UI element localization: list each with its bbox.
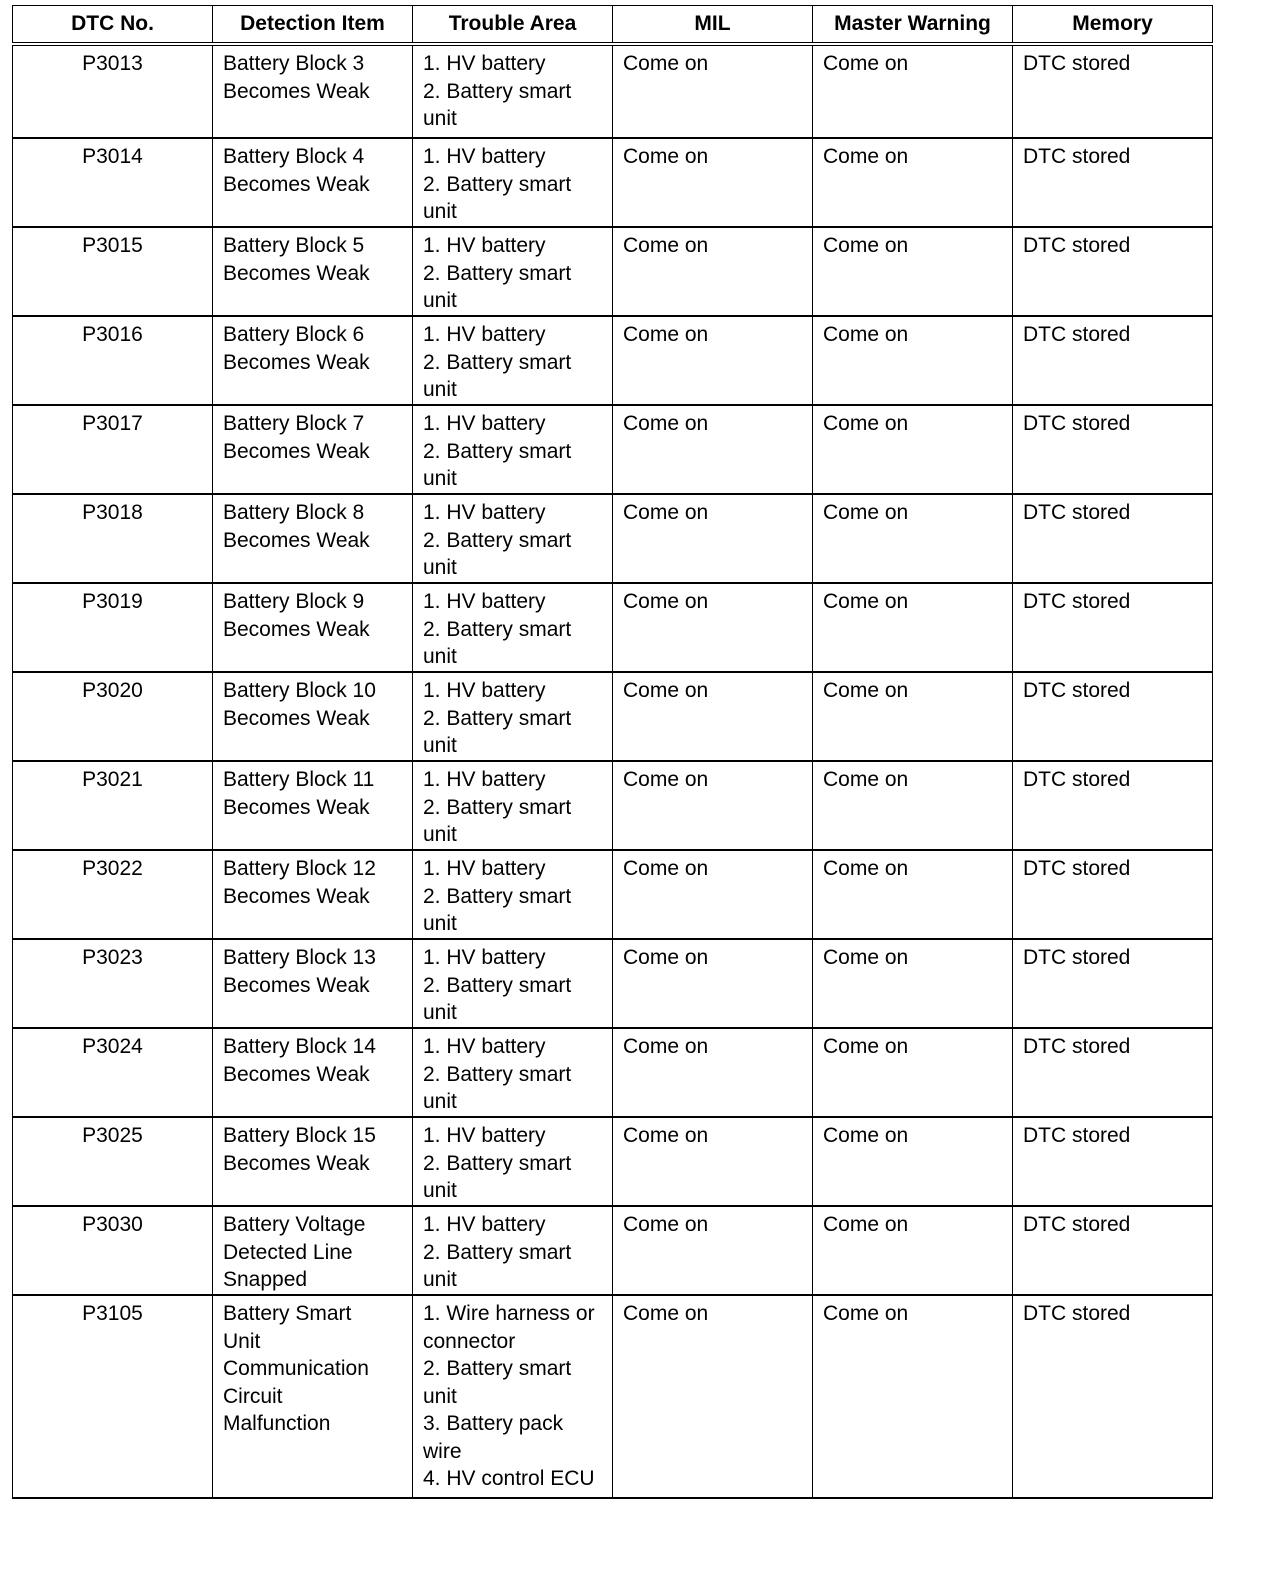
master-warning-cell — [813, 761, 1013, 850]
trouble-area-cell — [413, 227, 613, 316]
memory-value: DTC stored — [1023, 590, 1131, 613]
trouble-area-cell — [413, 44, 613, 138]
mil-value: Come on — [623, 234, 709, 257]
memory-value: DTC stored — [1023, 1302, 1131, 1325]
master-warning-cell — [813, 939, 1013, 1028]
detection-item-line: Becomes Weak — [223, 261, 370, 285]
trouble-area-line: unit — [423, 200, 457, 223]
mil-value: Come on — [623, 857, 709, 880]
table-row — [13, 1295, 1213, 1498]
detection-item-line: Becomes Weak — [223, 617, 370, 641]
detection-item-line: Malfunction — [223, 1412, 331, 1435]
master-warning-value: Come on — [823, 1035, 909, 1058]
trouble-area-cell — [413, 138, 613, 227]
memory-value: DTC stored — [1023, 946, 1131, 969]
detection-item-line: Becomes Weak — [223, 172, 370, 196]
mil-value: Come on — [623, 590, 709, 613]
mil-cell — [613, 939, 813, 1028]
detection-item-line: Battery Block 9 — [223, 590, 365, 613]
detection-item-line: Battery Block 8 — [223, 501, 365, 524]
dtc-code: P3020 — [82, 679, 143, 702]
trouble-area-line: 2. Battery smart — [423, 261, 572, 285]
detection-item-cell — [213, 1028, 413, 1117]
memory-value: DTC stored — [1023, 52, 1131, 75]
trouble-area-cell — [413, 316, 613, 405]
mil-value: Come on — [623, 323, 709, 346]
table-row — [13, 1028, 1213, 1117]
trouble-area-line: 2. Battery smart — [423, 1357, 572, 1380]
trouble-area-line: connector — [423, 1329, 516, 1353]
detection-item-line: Becomes Weak — [223, 79, 370, 103]
trouble-area-line: 1. HV battery — [423, 590, 546, 613]
trouble-area-line: 4. HV control ECU — [423, 1467, 595, 1490]
dtc-code: P3030 — [82, 1213, 143, 1236]
detection-item-line: Becomes Weak — [223, 439, 370, 463]
trouble-area-line: 2. Battery smart — [423, 706, 572, 730]
memory-value: DTC stored — [1023, 1124, 1131, 1147]
trouble-area-line: 1. HV battery — [423, 501, 546, 524]
dtc-code-cell — [13, 316, 213, 405]
master-warning-value: Come on — [823, 501, 909, 524]
memory-cell — [1013, 761, 1213, 850]
detection-item-line: Becomes Weak — [223, 884, 370, 908]
dtc-table — [12, 5, 1213, 1499]
trouble-area-line: 2. Battery smart — [423, 528, 572, 552]
header-memory: Memory — [1013, 6, 1213, 45]
trouble-area-line: 1. HV battery — [423, 145, 546, 168]
table-row — [13, 44, 1213, 138]
mil-cell — [613, 1206, 813, 1295]
trouble-area-line: 1. HV battery — [423, 52, 546, 75]
mil-cell — [613, 1028, 813, 1117]
detection-item-cell — [213, 672, 413, 761]
memory-cell — [1013, 1206, 1213, 1295]
dtc-code: P3013 — [82, 52, 143, 75]
table-row — [13, 405, 1213, 494]
trouble-area-line: unit — [423, 289, 457, 312]
master-warning-cell — [813, 494, 1013, 583]
master-warning-cell — [813, 1295, 1013, 1498]
memory-value: DTC stored — [1023, 323, 1131, 346]
detection-item-line: Circuit — [223, 1384, 283, 1408]
trouble-area-line: 2. Battery smart — [423, 172, 572, 196]
trouble-area-line: 2. Battery smart — [423, 1151, 572, 1175]
dtc-code-cell — [13, 405, 213, 494]
table-row — [13, 850, 1213, 939]
memory-cell — [1013, 1295, 1213, 1498]
master-warning-value: Come on — [823, 1302, 909, 1325]
mil-value: Come on — [623, 1035, 709, 1058]
trouble-area-line: unit — [423, 1268, 457, 1291]
trouble-area-cell — [413, 494, 613, 583]
table-body — [13, 44, 1213, 1498]
mil-value: Come on — [623, 52, 709, 75]
table-row — [13, 761, 1213, 850]
detection-item-line: Battery Block 15 — [223, 1124, 376, 1147]
master-warning-value: Come on — [823, 234, 909, 257]
trouble-area-line: 1. HV battery — [423, 234, 546, 257]
detection-item-line: Becomes Weak — [223, 1062, 370, 1086]
memory-value: DTC stored — [1023, 768, 1131, 791]
trouble-area-line: 1. HV battery — [423, 946, 546, 969]
mil-cell — [613, 761, 813, 850]
master-warning-cell — [813, 672, 1013, 761]
mil-value: Come on — [623, 679, 709, 702]
detection-item-line: Battery Block 10 — [223, 679, 376, 702]
trouble-area-cell — [413, 1028, 613, 1117]
trouble-area-line: 1. HV battery — [423, 1035, 546, 1058]
dtc-code-cell — [13, 494, 213, 583]
mil-value: Come on — [623, 412, 709, 435]
detection-item-line: Becomes Weak — [223, 795, 370, 819]
master-warning-value: Come on — [823, 145, 909, 168]
dtc-code: P3022 — [82, 857, 143, 880]
mil-cell — [613, 1295, 813, 1498]
trouble-area-line: 3. Battery pack — [423, 1412, 564, 1435]
memory-value: DTC stored — [1023, 1035, 1131, 1058]
memory-value: DTC stored — [1023, 145, 1131, 168]
mil-value: Come on — [623, 768, 709, 791]
header-row — [13, 6, 1213, 45]
dtc-code: P3021 — [82, 768, 143, 791]
mil-cell — [613, 494, 813, 583]
detection-item-line: Detected Line — [223, 1240, 353, 1264]
trouble-area-line: 1. HV battery — [423, 412, 546, 435]
mil-value: Come on — [623, 501, 709, 524]
trouble-area-line: 1. HV battery — [423, 1124, 546, 1147]
memory-value: DTC stored — [1023, 679, 1131, 702]
master-warning-value: Come on — [823, 1213, 909, 1236]
table-row — [13, 138, 1213, 227]
detection-item-line: Battery Block 14 — [223, 1035, 376, 1058]
detection-item-cell — [213, 227, 413, 316]
trouble-area-line: 2. Battery smart — [423, 79, 572, 103]
trouble-area-line: unit — [423, 556, 457, 579]
master-warning-value: Come on — [823, 1124, 909, 1147]
trouble-area-cell — [413, 583, 613, 672]
detection-item-cell — [213, 761, 413, 850]
dtc-code: P3023 — [82, 946, 143, 969]
memory-cell — [1013, 227, 1213, 316]
detection-item-cell — [213, 1206, 413, 1295]
detection-item-line: Becomes Weak — [223, 350, 370, 374]
dtc-code: P3014 — [82, 145, 143, 168]
trouble-area-line: 1. HV battery — [423, 768, 546, 791]
dtc-code-cell — [13, 1295, 213, 1498]
mil-cell — [613, 138, 813, 227]
memory-value: DTC stored — [1023, 1213, 1131, 1236]
trouble-area-line: 1. HV battery — [423, 1213, 546, 1236]
trouble-area-line: unit — [423, 1001, 457, 1024]
detection-item-cell — [213, 316, 413, 405]
master-warning-cell — [813, 1028, 1013, 1117]
header-master-warning: Master Warning — [813, 6, 1013, 45]
detection-item-line: Battery Block 4 — [223, 145, 365, 168]
header-detection-item: Detection Item — [213, 6, 413, 45]
dtc-code-cell — [13, 583, 213, 672]
trouble-area-line: unit — [423, 1384, 457, 1408]
memory-cell — [1013, 672, 1213, 761]
memory-cell — [1013, 405, 1213, 494]
trouble-area-line: 2. Battery smart — [423, 350, 572, 374]
master-warning-value: Come on — [823, 52, 909, 75]
table-row — [13, 494, 1213, 583]
dtc-code-cell — [13, 1117, 213, 1206]
memory-cell — [1013, 1028, 1213, 1117]
mil-cell — [613, 850, 813, 939]
memory-value: DTC stored — [1023, 857, 1131, 880]
header-mil: MIL — [613, 6, 813, 45]
trouble-area-cell — [413, 939, 613, 1028]
detection-item-line: Battery Smart — [223, 1302, 352, 1325]
trouble-area-line: unit — [423, 734, 457, 757]
master-warning-value: Come on — [823, 590, 909, 613]
dtc-code: P3105 — [82, 1302, 143, 1325]
trouble-area-line: unit — [423, 823, 457, 846]
detection-item-line: Becomes Weak — [223, 1151, 370, 1175]
trouble-area-line: 1. HV battery — [423, 323, 546, 346]
detection-item-line: Becomes Weak — [223, 973, 370, 997]
mil-value: Come on — [623, 1302, 709, 1325]
master-warning-cell — [813, 583, 1013, 672]
detection-item-line: Unit — [223, 1329, 261, 1353]
memory-cell — [1013, 138, 1213, 227]
trouble-area-line: 2. Battery smart — [423, 617, 572, 641]
master-warning-value: Come on — [823, 857, 909, 880]
master-warning-value: Come on — [823, 946, 909, 969]
dtc-code-cell — [13, 44, 213, 138]
dtc-code-cell — [13, 850, 213, 939]
trouble-area-cell — [413, 405, 613, 494]
trouble-area-cell — [413, 1295, 613, 1498]
master-warning-cell — [813, 316, 1013, 405]
mil-cell — [613, 227, 813, 316]
detection-item-line: Battery Block 13 — [223, 946, 376, 969]
trouble-area-line: 2. Battery smart — [423, 795, 572, 819]
detection-item-cell — [213, 494, 413, 583]
memory-value: DTC stored — [1023, 234, 1131, 257]
table-row — [13, 316, 1213, 405]
detection-item-line: Battery Block 5 — [223, 234, 365, 257]
detection-item-line: Battery Block 11 — [223, 768, 375, 791]
mil-cell — [613, 672, 813, 761]
master-warning-cell — [813, 44, 1013, 138]
memory-value: DTC stored — [1023, 412, 1131, 435]
dtc-table-page — [12, 5, 1212, 1499]
master-warning-cell — [813, 1206, 1013, 1295]
mil-value: Come on — [623, 1124, 709, 1147]
dtc-code-cell — [13, 761, 213, 850]
memory-value: DTC stored — [1023, 501, 1131, 524]
master-warning-cell — [813, 1117, 1013, 1206]
trouble-area-line: 2. Battery smart — [423, 439, 572, 463]
master-warning-cell — [813, 405, 1013, 494]
dtc-code-cell — [13, 1028, 213, 1117]
table-row — [13, 1206, 1213, 1295]
mil-cell — [613, 1117, 813, 1206]
master-warning-value: Come on — [823, 679, 909, 702]
detection-item-line: Battery Block 6 — [223, 323, 365, 346]
dtc-code-cell — [13, 138, 213, 227]
detection-item-cell — [213, 405, 413, 494]
detection-item-line: Communication — [223, 1357, 369, 1380]
mil-value: Come on — [623, 145, 709, 168]
detection-item-cell — [213, 939, 413, 1028]
trouble-area-line: 2. Battery smart — [423, 1240, 572, 1264]
table-row — [13, 672, 1213, 761]
trouble-area-line: unit — [423, 107, 457, 130]
detection-item-cell — [213, 850, 413, 939]
detection-item-cell — [213, 583, 413, 672]
detection-item-line: Becomes Weak — [223, 528, 370, 552]
trouble-area-line: 2. Battery smart — [423, 884, 572, 908]
detection-item-line: Battery Voltage — [223, 1213, 366, 1236]
memory-cell — [1013, 850, 1213, 939]
memory-cell — [1013, 44, 1213, 138]
dtc-code-cell — [13, 672, 213, 761]
memory-cell — [1013, 494, 1213, 583]
dtc-code: P3016 — [82, 323, 143, 346]
master-warning-cell — [813, 850, 1013, 939]
dtc-code: P3017 — [82, 412, 143, 435]
detection-item-cell — [213, 1117, 413, 1206]
master-warning-cell — [813, 138, 1013, 227]
detection-item-line: Battery Block 7 — [223, 412, 365, 435]
dtc-code-cell — [13, 939, 213, 1028]
mil-value: Come on — [623, 1213, 709, 1236]
detection-item-line: Becomes Weak — [223, 706, 370, 730]
master-warning-cell — [813, 227, 1013, 316]
memory-cell — [1013, 316, 1213, 405]
mil-value: Come on — [623, 946, 709, 969]
table-row — [13, 939, 1213, 1028]
trouble-area-line: 2. Battery smart — [423, 973, 572, 997]
detection-item-line: Battery Block 12 — [223, 857, 376, 880]
trouble-area-cell — [413, 1117, 613, 1206]
dtc-code: P3024 — [82, 1035, 143, 1058]
detection-item-line: Snapped — [223, 1268, 308, 1291]
table-row — [13, 227, 1213, 316]
dtc-code-cell — [13, 227, 213, 316]
header-trouble-area: Trouble Area — [413, 6, 613, 45]
mil-cell — [613, 405, 813, 494]
detection-item-line: Battery Block 3 — [223, 52, 365, 75]
detection-item-cell — [213, 138, 413, 227]
table-row — [13, 1117, 1213, 1206]
dtc-code: P3019 — [82, 590, 143, 613]
dtc-code: P3025 — [82, 1124, 143, 1147]
trouble-area-line: unit — [423, 378, 457, 401]
trouble-area-line: 1. HV battery — [423, 857, 546, 880]
trouble-area-line: unit — [423, 467, 457, 490]
master-warning-value: Come on — [823, 768, 909, 791]
dtc-code: P3018 — [82, 501, 143, 524]
trouble-area-cell — [413, 672, 613, 761]
detection-item-cell — [213, 44, 413, 138]
trouble-area-line: wire — [423, 1439, 462, 1463]
memory-cell — [1013, 939, 1213, 1028]
trouble-area-line: 2. Battery smart — [423, 1062, 572, 1086]
mil-cell — [613, 316, 813, 405]
trouble-area-cell — [413, 1206, 613, 1295]
detection-item-cell — [213, 1295, 413, 1498]
trouble-area-cell — [413, 850, 613, 939]
trouble-area-line: 1. Wire harness or — [423, 1302, 595, 1325]
memory-cell — [1013, 1117, 1213, 1206]
mil-cell — [613, 44, 813, 138]
header-dtc-no: DTC No. — [13, 6, 213, 45]
dtc-code: P3015 — [82, 234, 143, 257]
table-row — [13, 583, 1213, 672]
mil-cell — [613, 583, 813, 672]
trouble-area-line: unit — [423, 645, 457, 668]
trouble-area-line: unit — [423, 912, 457, 935]
master-warning-value: Come on — [823, 412, 909, 435]
trouble-area-line: 1. HV battery — [423, 679, 546, 702]
trouble-area-line: unit — [423, 1090, 457, 1113]
trouble-area-line: unit — [423, 1179, 457, 1202]
master-warning-value: Come on — [823, 323, 909, 346]
memory-cell — [1013, 583, 1213, 672]
trouble-area-cell — [413, 761, 613, 850]
dtc-code-cell — [13, 1206, 213, 1295]
